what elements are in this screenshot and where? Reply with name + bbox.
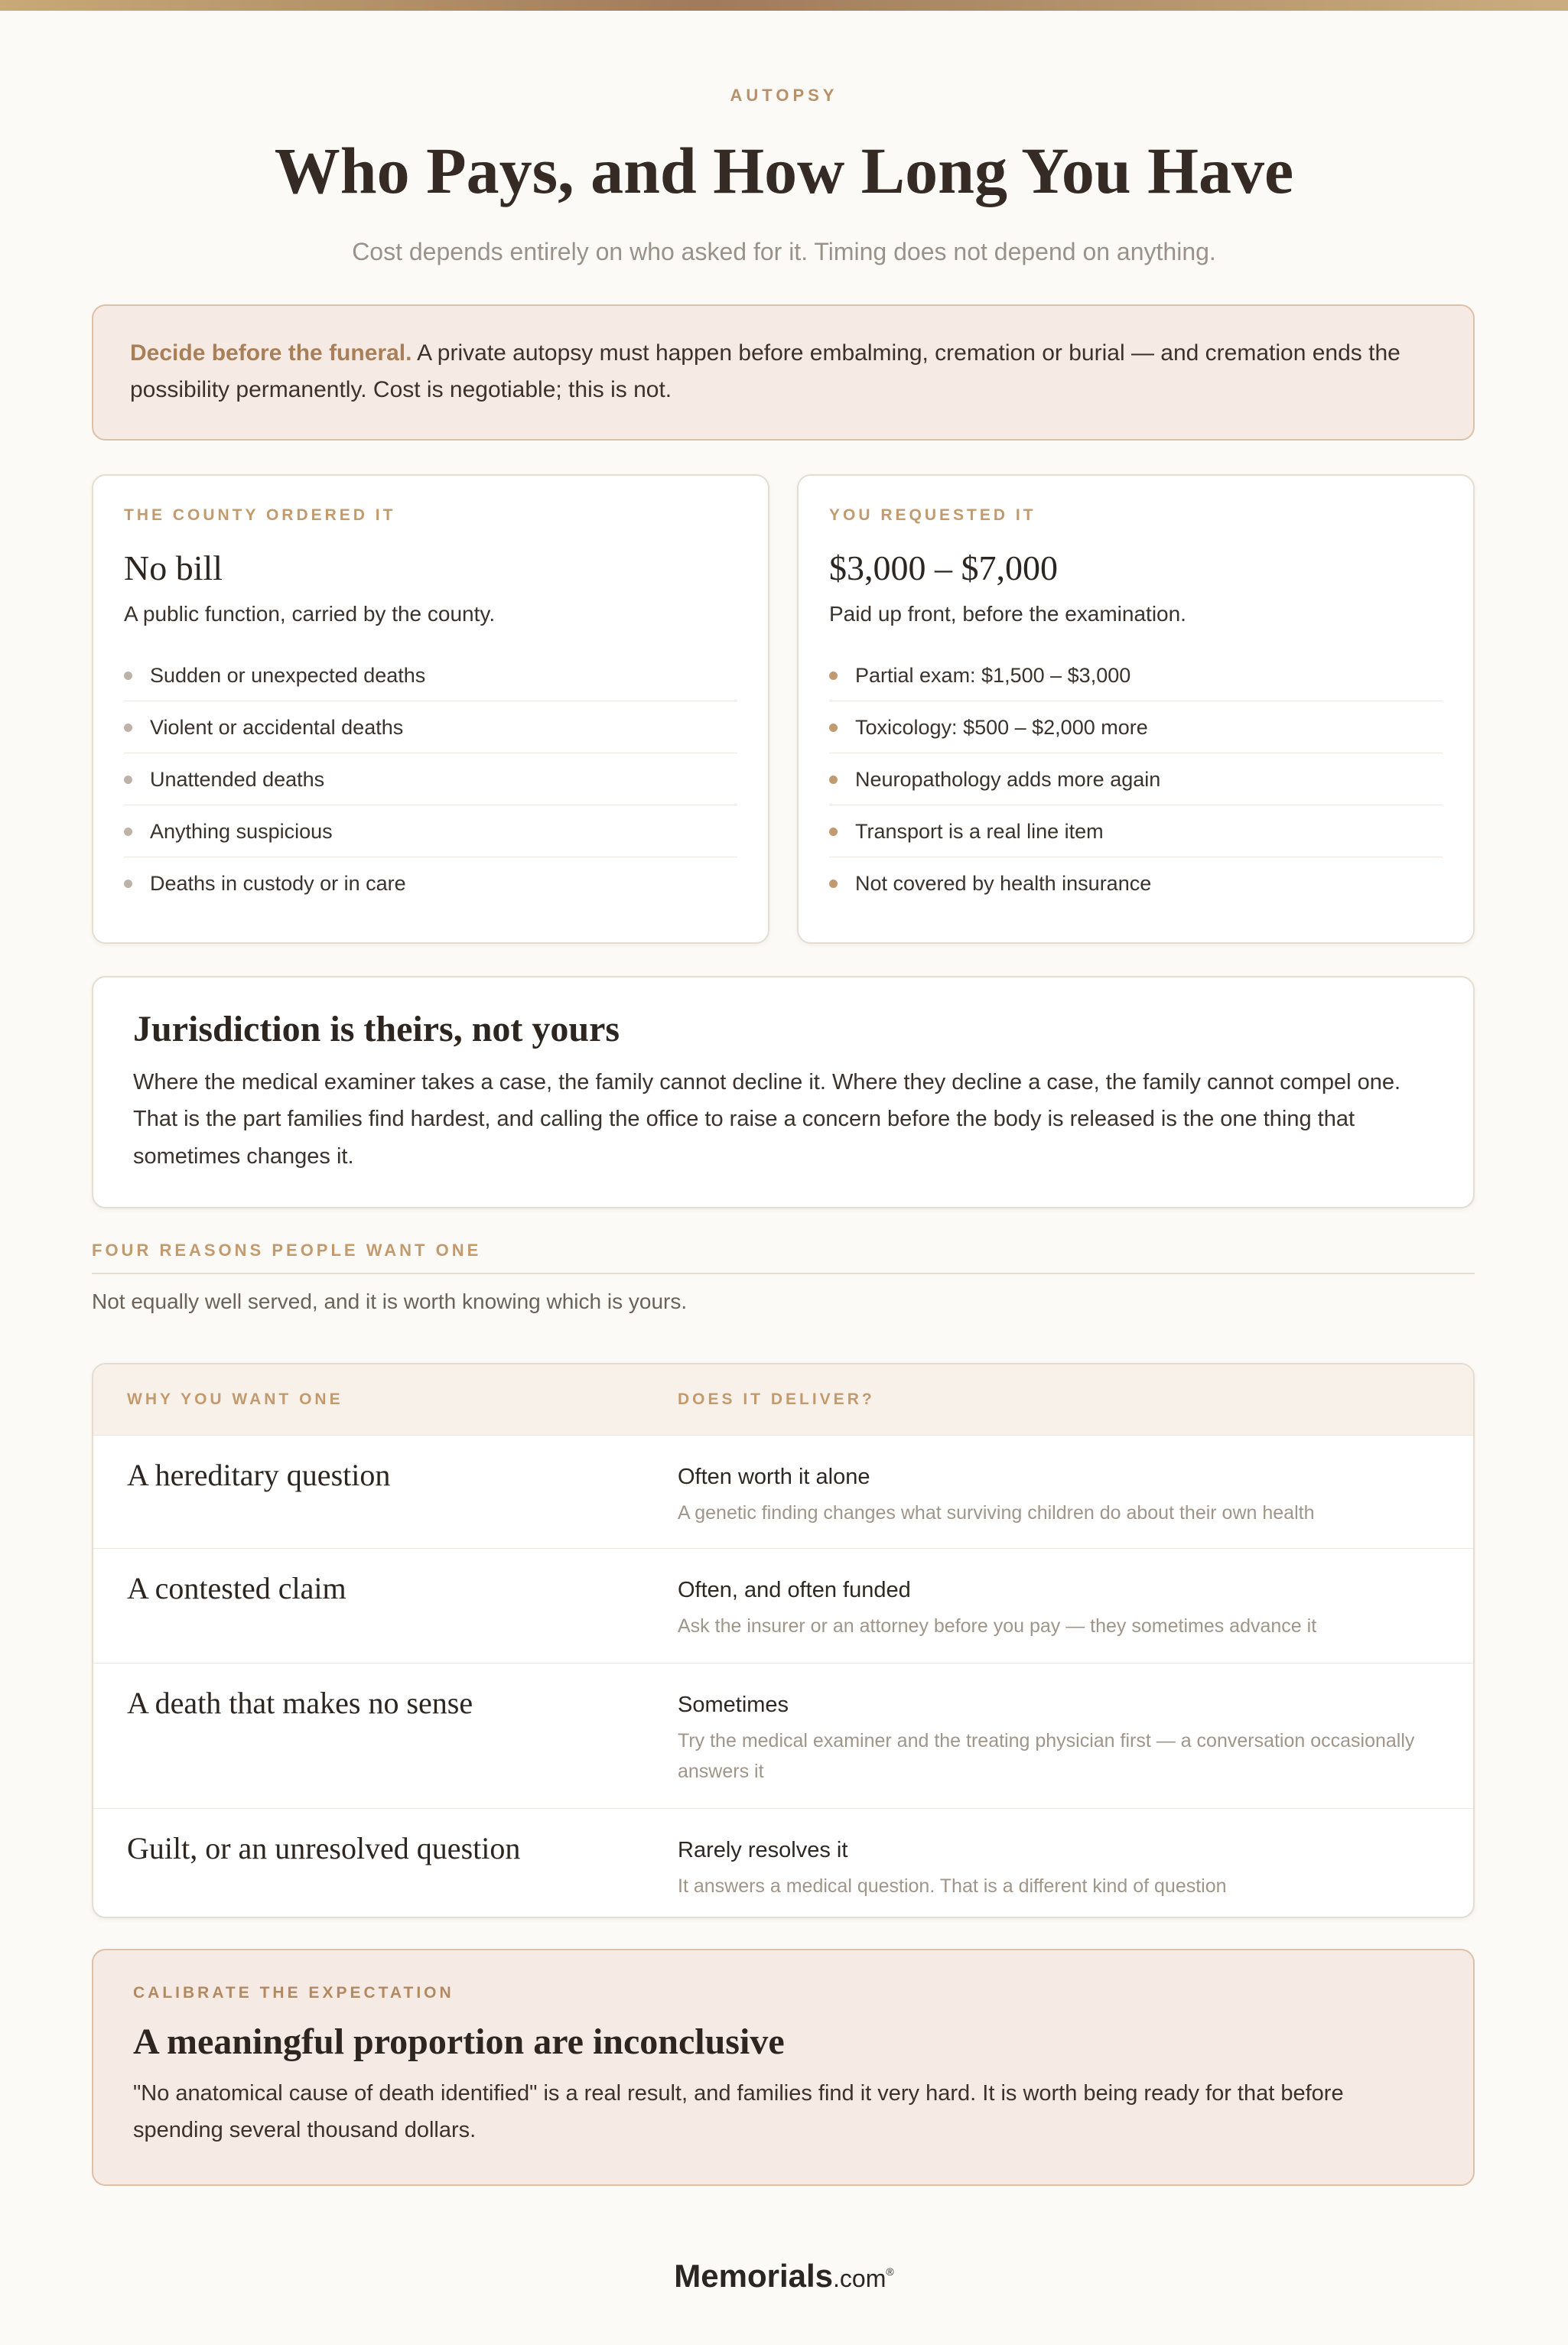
jurisdiction-card — [92, 976, 1475, 1208]
bullet-dot-icon — [829, 776, 838, 784]
reasons-heading: FOUR REASONS PEOPLE WANT ONE — [92, 1241, 1475, 1274]
list-item: Partial exam: $1,500 – $3,000 — [829, 649, 1443, 701]
list-item: Anything suspicious — [124, 805, 737, 857]
cost-description: Paid up front, before the examination. — [829, 602, 1186, 626]
verdict-text: Rarely resolves it — [678, 1838, 848, 1862]
jurisdiction-title: Jurisdiction is theirs, not yours — [133, 1009, 620, 1049]
card-eyebrow: YOU REQUESTED IT — [829, 506, 1036, 524]
private-cost-list — [829, 649, 1443, 909]
page-eyebrow: AUTOPSY — [730, 86, 838, 105]
reasons-table — [92, 1363, 1475, 1918]
list-item: Neuropathology adds more again — [829, 753, 1443, 805]
verdict-text: Often, and often funded — [678, 1578, 911, 1602]
list-item: Toxicology: $500 – $2,000 more — [829, 701, 1443, 753]
reasons-subheading: Not equally well served, and it is worth knowing which is yours. — [92, 1290, 688, 1313]
list-item: Unattended deaths — [124, 753, 737, 805]
verdict-note: A genetic finding changes what surviving children do about their own health — [678, 1502, 1315, 1524]
column-header-delivery: DOES IT DELIVER? — [678, 1390, 875, 1408]
table-row — [93, 1435, 1473, 1548]
delivery-cell — [678, 1549, 1473, 1663]
reason-cell: Guilt, or an unresolved question — [127, 1831, 521, 1865]
table-row — [93, 1548, 1473, 1663]
bullet-dot-icon — [829, 672, 838, 680]
page-header — [0, 86, 1568, 266]
bullet-dot-icon — [124, 776, 132, 784]
notice-body: A private autopsy must happen before embalming, cremation or burial — and cremation ends the possibility permanently. Cost is negotiable; this is not. — [130, 340, 1400, 402]
verdict-text: Sometimes — [678, 1693, 789, 1717]
delivery-cell — [678, 1809, 1473, 1918]
list-item: Deaths in custody or in care — [124, 857, 737, 909]
verdict-text: Often worth it alone — [678, 1465, 870, 1489]
verdict-note: Ask the insurer or an attorney before you pay — they sometimes advance it — [678, 1615, 1317, 1637]
reason-cell: A contested claim — [127, 1571, 346, 1605]
table-header — [93, 1364, 1473, 1435]
notice-lead: Decide before the funeral. — [130, 340, 412, 366]
reason-cell: A hereditary question — [127, 1458, 391, 1492]
delivery-cell — [678, 1436, 1473, 1548]
verdict-note: Try the medical examiner and the treating physician first — a conversation occasionally answers it — [678, 1730, 1415, 1782]
bullet-dot-icon — [124, 880, 132, 888]
calibrate-callout — [92, 1949, 1475, 2186]
bullet-dot-icon — [124, 828, 132, 836]
bullet-dot-icon — [124, 672, 132, 680]
calibrate-title: A meaningful proportion are inconclusive — [133, 2021, 785, 2062]
county-case-list — [124, 649, 737, 909]
delivery-cell — [678, 1664, 1473, 1808]
list-item: Violent or accidental deaths — [124, 701, 737, 753]
jurisdiction-body: Where the medical examiner takes a case, the family cannot decline it. Where they decline a case, the family cannot compel one. That is the part families find hardest, and calling the office to raise a concern before the body is released is the one thing that sometimes changes it. — [133, 1070, 1401, 1169]
page-subtitle: Cost depends entirely on who asked for it. Timing does not depend on anything. — [352, 237, 1216, 265]
county-cost-card — [92, 474, 769, 944]
bullet-dot-icon — [829, 828, 838, 836]
column-header-reason: WHY YOU WANT ONE — [127, 1390, 343, 1408]
list-item: Not covered by health insurance — [829, 857, 1443, 909]
cost-description: A public function, carried by the county. — [124, 602, 496, 626]
private-cost-card — [797, 474, 1475, 944]
verdict-note: It answers a medical question. That is a different kind of question — [678, 1875, 1227, 1897]
calibrate-body: "No anatomical cause of death identified" is a real result, and families find it very hard. It is worth being ready for that before spending several thousand dollars. — [133, 2081, 1344, 2143]
bullet-dot-icon — [124, 724, 132, 732]
page-title: Who Pays, and How Long You Have — [274, 134, 1294, 207]
bullet-dot-icon — [829, 724, 838, 732]
table-row — [93, 1808, 1473, 1918]
calibrate-eyebrow: CALIBRATE THE EXPECTATION — [133, 1984, 454, 2002]
list-item: Sudden or unexpected deaths — [124, 649, 737, 701]
list-item: Transport is a real line item — [829, 805, 1443, 857]
reason-cell: A death that makes no sense — [127, 1686, 473, 1720]
table-row — [93, 1663, 1473, 1808]
funeral-notice — [92, 304, 1475, 441]
cost-amount: No bill — [124, 548, 223, 587]
top-accent-bar — [0, 0, 1568, 11]
memorials-logo: Memorials.com® — [674, 2258, 894, 2294]
card-eyebrow: THE COUNTY ORDERED IT — [124, 506, 396, 524]
cost-amount: $3,000 – $7,000 — [829, 548, 1058, 587]
bullet-dot-icon — [829, 880, 838, 888]
